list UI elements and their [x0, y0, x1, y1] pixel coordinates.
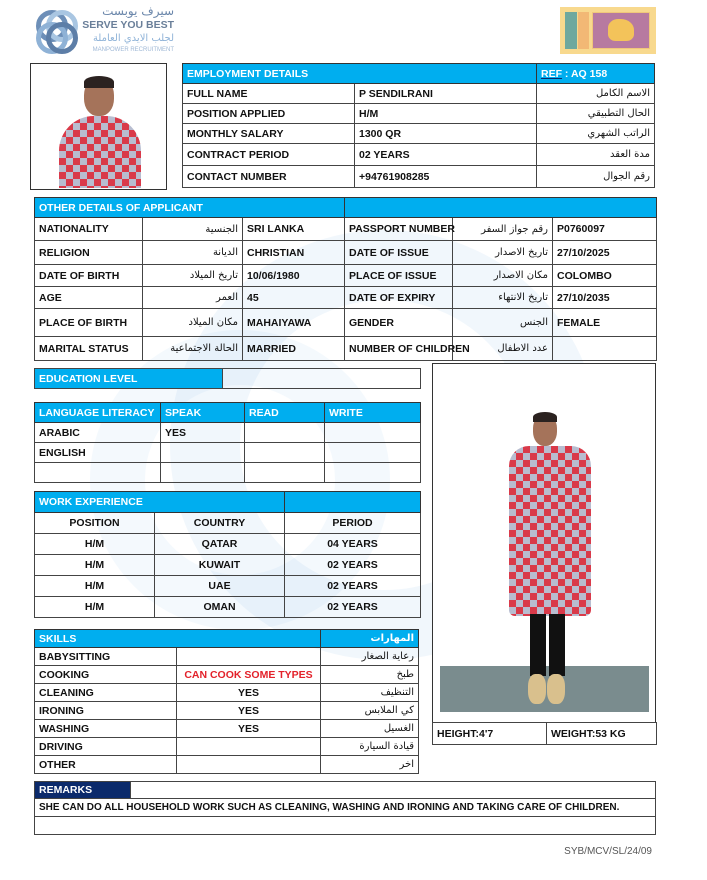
- work-experience-header: WORK EXPERIENCE: [35, 492, 285, 513]
- skill-row: IRONING YES كي الملابس: [35, 702, 419, 720]
- employment-row-position: POSITION APPLIED H/M الحال التطبيقي: [183, 104, 655, 124]
- employment-row-contract: CONTRACT PERIOD 02 YEARS مدة العقد: [183, 144, 655, 166]
- height-value: HEIGHT:4'7: [433, 723, 547, 745]
- remarks-extra: [35, 817, 656, 835]
- language-row: ENGLISH: [35, 443, 421, 463]
- remarks-table: [34, 781, 656, 835]
- details-row: PLACE OF BIRTH مكان الميلاد MAHAIYAWA GENDER الجنس FEMALE: [35, 309, 657, 337]
- document-code: SYB/MCV/SL/24/09: [564, 846, 652, 857]
- skills-table: [34, 629, 419, 774]
- details-row: RELIGION الديانة CHRISTIAN DATE OF ISSUE تاريخ الاصدار 27/10/2025: [35, 241, 657, 265]
- employment-row-salary: MONTHLY SALARY 1300 QR الراتب الشهري: [183, 124, 655, 144]
- skill-row: COOKING CAN COOK SOME TYPES طبخ: [35, 666, 419, 684]
- skill-row: OTHER اخر: [35, 756, 419, 774]
- employment-details-header: EMPLOYMENT DETAILS: [183, 64, 537, 84]
- skill-row: WASHING YES الغسيل: [35, 720, 419, 738]
- work-row: H/M UAE 02 YEARS: [35, 576, 421, 597]
- employment-row-full-name: FULL NAME P SENDILRANI الاسم الكامل: [183, 84, 655, 104]
- other-details-table: [34, 197, 657, 361]
- employment-row-contact: CONTACT NUMBER +94761908285 رقم الجوال: [183, 166, 655, 188]
- remarks-text: SHE CAN DO ALL HOUSEHOLD WORK SUCH AS CLEANING, WASHING AND IRONING AND TAKING CARE OF CHILDREN.: [35, 799, 656, 817]
- logo-arabic-tagline: لجلب الايدي العاملة: [92, 33, 174, 44]
- logo-knot-icon: [34, 6, 76, 52]
- skill-row: DRIVING قيادة السيارة: [35, 738, 419, 756]
- details-row: MARITAL STATUS الحالة الاجتماعية MARRIED NUMBER OF CHILDREN عدد الاطفال: [35, 337, 657, 361]
- sri-lanka-flag-icon: [560, 7, 656, 54]
- skill-row: BABYSITTING رعاية الصغار: [35, 648, 419, 666]
- skill-row: CLEANING YES التنظيف: [35, 684, 419, 702]
- work-row: H/M QATAR 04 YEARS: [35, 534, 421, 555]
- education-table: [34, 368, 421, 389]
- applicant-portrait-photo: [30, 63, 167, 190]
- work-experience-table: WORK EXPERIENCE POSITION COUNTRY PERIOD H/M QATAR 04 YEARS H/M KUWAIT 02 YEARS H/M UAE 02 YEARS H/M OMAN 02 YEARS: [34, 491, 421, 618]
- work-row: H/M KUWAIT 02 YEARS: [35, 555, 421, 576]
- other-details-header: OTHER DETAILS OF APPLICANT: [35, 198, 345, 218]
- education-level-label: EDUCATION LEVEL: [35, 369, 223, 389]
- physical-stats-table: [432, 722, 657, 745]
- details-row: DATE OF BIRTH تاريخ الميلاد 10/06/1980 PLACE OF ISSUE مكان الاصدار COLOMBO: [35, 265, 657, 287]
- employment-details-table: [182, 63, 655, 188]
- education-level-value: [223, 369, 421, 389]
- weight-value: WEIGHT:53 KG: [547, 723, 657, 745]
- logo-name: SERVE YOU BEST: [82, 19, 174, 31]
- remarks-header: REMARKS: [35, 782, 131, 799]
- language-row: [35, 463, 421, 483]
- logo-arabic-name: سيرف يوبست: [102, 4, 174, 18]
- ref-number: REF : AQ 158: [537, 64, 655, 84]
- details-row: NATIONALITY الجنسية SRI LANKA PASSPORT NUMBER رقم جواز السفر P0760097: [35, 218, 657, 241]
- details-row: AGE العمر 45 DATE OF EXPIRY تاريخ الانتهاء 27/10/2035: [35, 287, 657, 309]
- company-logo: [34, 4, 174, 56]
- applicant-full-body-photo: [432, 363, 656, 723]
- logo-tagline: MANPOWER RECRUITMENT: [92, 47, 174, 53]
- language-literacy-table: LANGUAGE LITERACY SPEAK READ WRITE ARABIC YES ENGLISH: [34, 402, 421, 483]
- skills-header-arabic: المهارات: [321, 630, 419, 648]
- language-row: ARABIC YES: [35, 423, 421, 443]
- skills-header: SKILLS: [35, 630, 321, 648]
- work-row: H/M OMAN 02 YEARS: [35, 597, 421, 618]
